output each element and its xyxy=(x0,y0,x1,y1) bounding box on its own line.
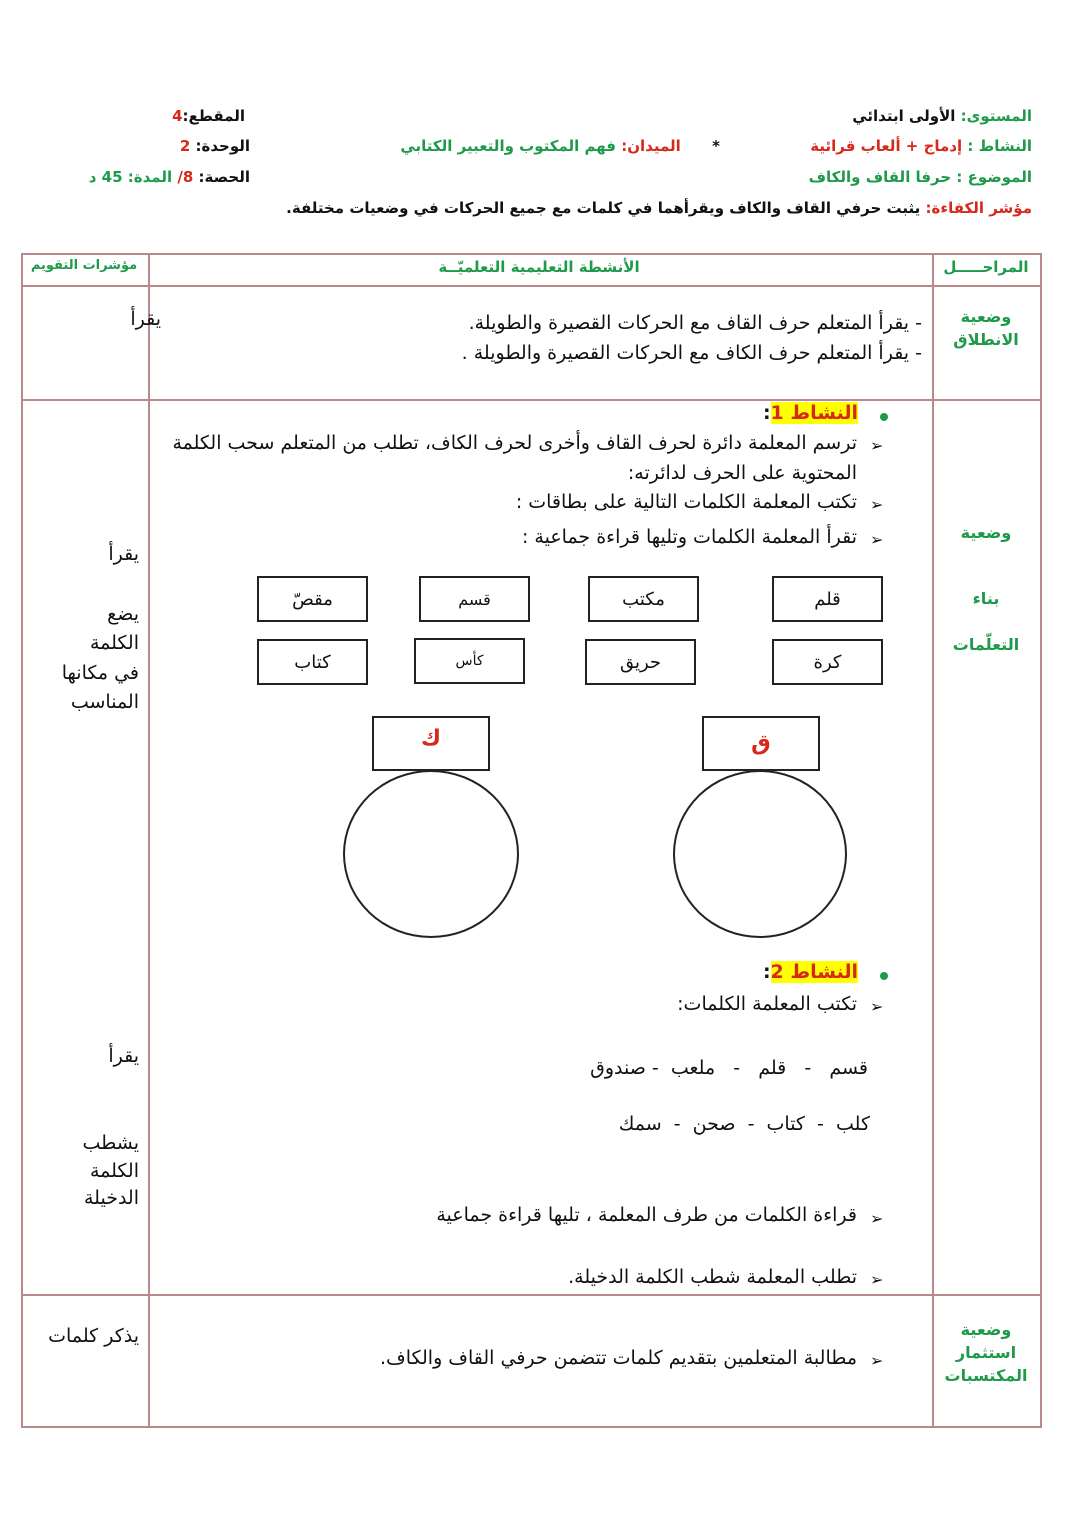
activity1-line1: ترسم المعلمة دائرة لحرف القاف وأخرى لحرف الكاف، تطلب من المتعلم سحب الكلمة xyxy=(172,432,857,454)
competency-value: يثبت حرفي القاف والكاف ويقرأهما في كلمات مع جميع الحركات في وضعيات مختلفة. xyxy=(286,199,921,217)
word-card[interactable]: مقصّ xyxy=(257,576,368,622)
activity2-line2: قراءة الكلمات من طرف المعلمة ، تليها قراءة جماعية xyxy=(436,1204,857,1226)
activity2-line3: تطلب المعلمة شطب الكلمة الدخيلة. xyxy=(568,1266,857,1288)
stage-launch xyxy=(932,305,1040,351)
level-label: المستوى: xyxy=(960,107,1032,125)
segment-value: 4 xyxy=(172,107,183,125)
segment-line xyxy=(172,107,245,125)
eval-launch: يقرأ xyxy=(130,308,161,330)
eval-build-4-line2: الكلمة xyxy=(89,1159,139,1182)
eval-build-2-line2: الكلمة xyxy=(89,632,139,655)
stage-invest-line3: المكتسبات xyxy=(944,1366,1028,1386)
duration-label: المدة: xyxy=(127,168,173,186)
word-card[interactable]: قسم xyxy=(419,576,530,622)
word-card[interactable]: كأس xyxy=(414,638,525,684)
col-header-eval: مؤشرات التقويم xyxy=(30,258,138,273)
col-header-activities: الأنشطة التعليمية التعلميّــة xyxy=(438,258,640,276)
stage-invest xyxy=(932,1318,1040,1388)
arrow-icon: ➢ xyxy=(870,1209,884,1228)
row-divider-3 xyxy=(23,1294,1040,1296)
activity-value: إدماج + ألعاب قرائية xyxy=(810,137,963,155)
stage-invest-line1: وضعية xyxy=(960,1320,1012,1339)
letter-box-qaf: ق xyxy=(702,716,820,771)
field-line xyxy=(400,137,720,155)
eval-build-2 xyxy=(62,600,139,718)
row-divider-1 xyxy=(23,285,1040,287)
letter-box-kaf: ك xyxy=(372,716,490,771)
arrow-icon: ➢ xyxy=(870,1270,884,1289)
topic-label: الموضوع : xyxy=(956,168,1032,186)
activity-label: النشاط : xyxy=(967,137,1032,155)
field-label: الميدان: xyxy=(621,137,681,155)
activity2-words-row1: قسم - قلم - ملعب - صندوق xyxy=(590,1057,868,1079)
stage-launch-line1: وضعية xyxy=(960,307,1012,326)
arrow-icon: ➢ xyxy=(870,997,884,1016)
activity1-bullet xyxy=(880,413,888,421)
launch-line-2: - يقرأ المتعلم حرف الكاف مع الحركات القصيرة والطويلة . xyxy=(461,342,922,364)
duration-value: 45 د xyxy=(88,168,123,186)
field-value: فهم المكتوب والتعبير الكتابي xyxy=(400,137,616,155)
col-divider-left xyxy=(148,255,150,1426)
word-card[interactable]: قلم xyxy=(772,576,883,622)
row-divider-2 xyxy=(23,399,1040,401)
activity1-colon: : xyxy=(762,402,771,424)
topic-value: حرفا القاف والكاف xyxy=(808,168,952,186)
activity1-line2: تكتب المعلمة الكلمات التالية على بطاقات : xyxy=(515,491,857,513)
activity2-colon: : xyxy=(762,961,771,983)
activity2-words-row2: كلب - كتاب - صحن - سمك xyxy=(618,1113,870,1135)
lesson-table xyxy=(21,253,1042,1428)
drop-circle-qaf[interactable] xyxy=(673,770,847,938)
word-card[interactable]: كتاب xyxy=(257,639,368,685)
level-line xyxy=(852,107,1032,125)
segment-label: المقطع: xyxy=(182,107,245,125)
stage-invest-line2: استثمار xyxy=(955,1343,1017,1363)
arrow-icon: ➢ xyxy=(870,530,884,549)
session-value: 8/ xyxy=(177,168,194,186)
arrow-icon: ➢ xyxy=(870,1351,884,1370)
unit-line xyxy=(180,137,250,155)
activity2-bullet xyxy=(880,972,888,980)
stage-build-line3: التعلّمات xyxy=(952,635,1020,654)
launch-line-1: - يقرأ المتعلم حرف القاف مع الحركات القصيرة والطويلة. xyxy=(468,312,922,334)
invest-line: مطالبة المتعلمين بتقديم كلمات تتضمن حرفي القاف والكاف. xyxy=(379,1347,857,1369)
eval-build-2-line3: في مكانها xyxy=(61,661,139,684)
stage-build xyxy=(932,525,1040,653)
eval-invest: يذكر كلمات xyxy=(48,1325,139,1347)
activity1-title: النشاط 1 xyxy=(770,402,858,424)
col-divider-right xyxy=(932,255,934,1426)
activity2-line1: تكتب المعلمة الكلمات: xyxy=(677,993,857,1015)
competency-label: مؤشر الكفاءة: xyxy=(925,199,1032,217)
activity1-line1b: المحتوية على الحرف لدائرته: xyxy=(627,462,857,484)
unit-value: 2 xyxy=(179,137,191,155)
eval-build-2-line4: المناسب xyxy=(70,691,139,714)
eval-build-2-line1: يضع xyxy=(107,603,139,625)
drop-circle-kaf[interactable] xyxy=(343,770,519,938)
activity2-heading xyxy=(763,961,858,983)
word-card[interactable]: مكتب xyxy=(588,576,699,622)
field-star: * xyxy=(712,137,720,155)
eval-build-4-line1: يشطب xyxy=(82,1132,139,1154)
word-card[interactable]: حريق xyxy=(585,639,696,685)
competency-line xyxy=(286,199,1032,217)
activity1-heading xyxy=(763,402,858,424)
session-label: الحصة: xyxy=(198,168,250,186)
activity-line xyxy=(810,137,1032,155)
level-value: الأولى ابتدائي xyxy=(852,107,956,125)
stage-build-line1: وضعية xyxy=(960,523,1012,542)
word-card[interactable]: كرة xyxy=(772,639,883,685)
eval-build-4-line3: الدخيلة xyxy=(84,1187,139,1210)
eval-build-4 xyxy=(83,1130,139,1213)
stage-launch-line2: الانطلاق xyxy=(953,330,1019,350)
topic-line xyxy=(809,168,1032,186)
activity2-title: النشاط 2 xyxy=(770,961,858,983)
session-line xyxy=(89,168,250,186)
unit-label: الوحدة: xyxy=(195,137,250,155)
arrow-icon: ➢ xyxy=(870,495,884,514)
eval-build-3: يقرأ xyxy=(108,1045,139,1067)
col-header-stages: المراحـــــل xyxy=(943,258,1029,276)
arrow-icon: ➢ xyxy=(870,436,884,455)
eval-build-1: يقرأ xyxy=(108,543,139,565)
stage-build-line2: بناء xyxy=(972,589,1000,608)
activity1-line3: تقرأ المعلمة الكلمات وتليها قراءة جماعية : xyxy=(521,526,857,548)
